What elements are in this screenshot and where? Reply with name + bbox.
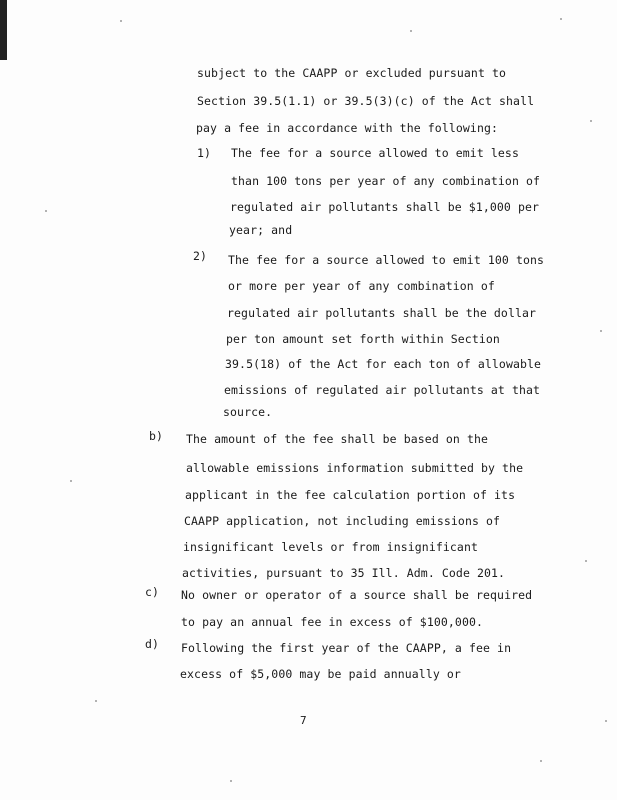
text-line: Following the first year of the CAAPP, a fee in bbox=[181, 641, 512, 655]
text-line: to pay an annual fee in excess of $100,000. bbox=[181, 615, 484, 629]
scan-edge-mark bbox=[0, 0, 7, 60]
scan-speck bbox=[410, 30, 412, 32]
list-marker: d) bbox=[145, 637, 160, 651]
text-line: per ton amount set forth within Section bbox=[226, 332, 500, 346]
scan-speck bbox=[605, 720, 607, 722]
text-line: or more per year of any combination of bbox=[228, 279, 495, 293]
text-line: No owner or operator of a source shall be required bbox=[181, 588, 533, 602]
text-line: regulated air pollutants shall be $1,000 per bbox=[230, 200, 540, 214]
list-marker: 1) bbox=[197, 146, 212, 160]
scan-speck bbox=[120, 20, 122, 22]
text-line: year; and bbox=[229, 223, 293, 237]
scan-speck bbox=[560, 18, 562, 20]
text-line: source. bbox=[223, 405, 273, 419]
text-line: than 100 tons per year of any combination of bbox=[231, 174, 541, 188]
list-marker: 2) bbox=[193, 249, 208, 263]
text-line: The fee for a source allowed to emit less bbox=[231, 146, 519, 160]
scan-speck bbox=[70, 480, 72, 482]
page-number: 7 bbox=[300, 714, 307, 727]
scan-speck bbox=[45, 210, 47, 212]
text-line: The fee for a source allowed to emit 100 tons bbox=[228, 253, 545, 267]
text-line: CAAPP application, not including emissions of bbox=[184, 514, 501, 528]
text-line: emissions of regulated air pollutants at that bbox=[224, 383, 541, 397]
scan-speck bbox=[230, 780, 232, 782]
text-line: The amount of the fee shall be based on the bbox=[186, 432, 489, 446]
text-line: subject to the CAAPP or excluded pursuant to bbox=[197, 66, 507, 80]
list-marker: c) bbox=[145, 585, 160, 599]
text-line: insignificant levels or from insignificant bbox=[183, 540, 478, 554]
text-line: allowable emissions information submitted by the bbox=[186, 461, 524, 475]
scan-speck bbox=[590, 120, 592, 122]
list-marker: b) bbox=[149, 429, 164, 443]
scan-speck bbox=[600, 330, 602, 332]
text-line: regulated air pollutants shall be the dollar bbox=[227, 306, 537, 320]
text-line: Section 39.5(1.1) or 39.5(3)(c) of the Act shall bbox=[197, 94, 535, 108]
text-line: excess of $5,000 may be paid annually or bbox=[180, 667, 461, 681]
scan-speck bbox=[95, 700, 97, 702]
text-line: 39.5(18) of the Act for each ton of allowable bbox=[225, 357, 542, 371]
scan-speck bbox=[585, 560, 587, 562]
text-line: activities, pursuant to 35 Ill. Adm. Code 201. bbox=[182, 566, 506, 580]
text-line: applicant in the fee calculation portion of its bbox=[185, 488, 516, 502]
text-line: pay a fee in accordance with the following: bbox=[196, 121, 499, 135]
scan-speck bbox=[540, 760, 542, 762]
